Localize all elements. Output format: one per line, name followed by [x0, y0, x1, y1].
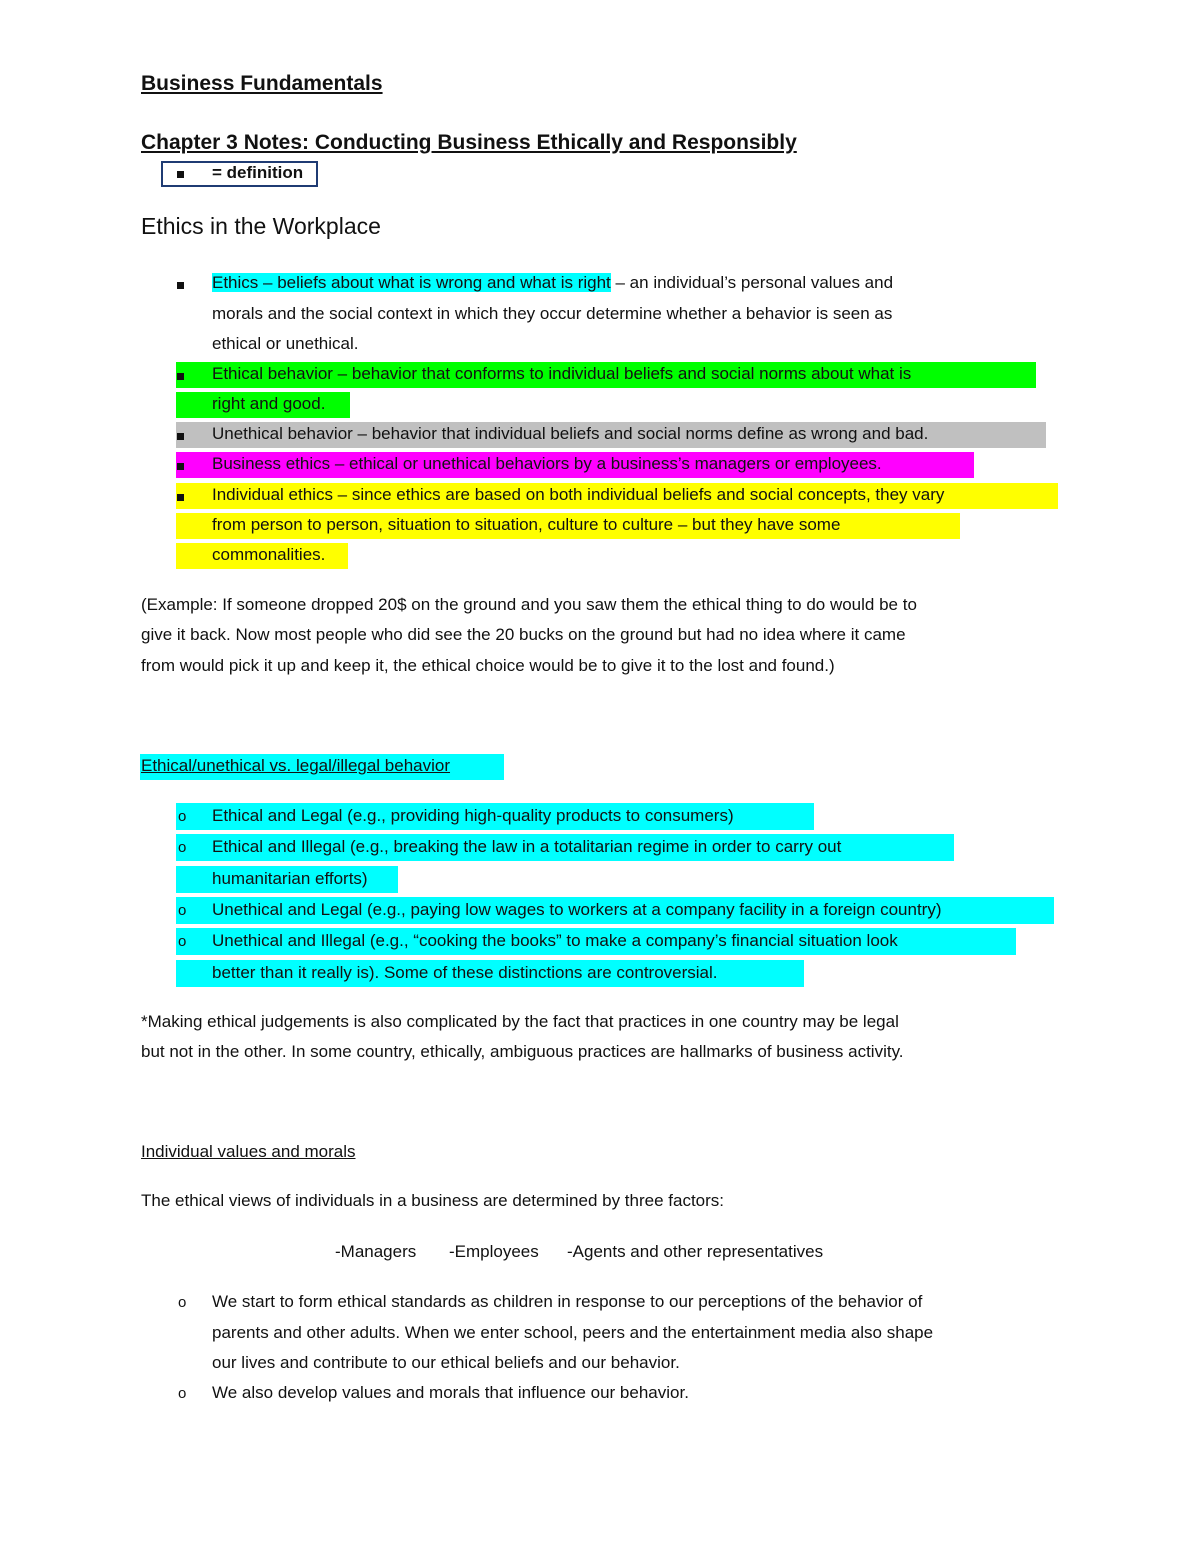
- definition-ethical-behavior-line-2: right and good.: [212, 394, 326, 413]
- section-heading-ethical-legal: Ethical/unethical vs. legal/illegal behavior: [141, 756, 451, 775]
- values-item-1-line-2: parents and other adults. When we enter school, peers and the entertainment media also shape: [212, 1323, 934, 1342]
- definition-business-ethics: Business ethics – ethical or unethical behaviors by a business’s managers or employees.: [212, 454, 882, 473]
- circle-bullet-icon: o: [178, 933, 187, 950]
- document-title: Business Fundamentals: [141, 72, 383, 95]
- section-heading-ethics-workplace: Ethics in the Workplace: [141, 213, 381, 239]
- values-item-1-line-3: our lives and contribute to our ethical beliefs and our behavior.: [212, 1353, 680, 1372]
- square-bullet-icon: [177, 171, 184, 178]
- factor-managers: -Managers: [335, 1242, 417, 1261]
- unethical-illegal-item-line-2: better than it really is). Some of these distinctions are controversial.: [212, 963, 718, 982]
- square-bullet-icon: [177, 373, 184, 380]
- values-item-1-line-1: We start to form ethical standards as children in response to our perceptions of the behavior of: [212, 1292, 923, 1311]
- definition-ethics-line-2: morals and the social context in which they occur determine whether a behavior is seen as: [212, 304, 893, 323]
- square-bullet-icon: [177, 433, 184, 440]
- definition-legend-text: = definition: [212, 163, 304, 182]
- example-paragraph-line-1: (Example: If someone dropped 20$ on the ground and you saw them the ethical thing to do would be to: [141, 595, 917, 614]
- section-heading-values-morals: Individual values and morals: [141, 1142, 356, 1161]
- note-paragraph-line-2: but not in the other. In some country, ethically, ambiguous practices are hallmarks of business activity.: [141, 1042, 904, 1061]
- circle-bullet-icon: o: [178, 1385, 187, 1402]
- definition-individual-ethics-line-1: Individual ethics – since ethics are based on both individual beliefs and social concepts, they vary: [212, 485, 945, 504]
- definition-ethics-line-3: ethical or unethical.: [212, 334, 359, 353]
- circle-bullet-icon: o: [178, 1294, 187, 1311]
- values-item-2: We also develop values and morals that influence our behavior.: [212, 1383, 689, 1402]
- circle-bullet-icon: o: [178, 808, 187, 825]
- unethical-illegal-item-line-1: Unethical and Illegal (e.g., “cooking the books” to make a company’s financial situation look: [212, 931, 898, 950]
- ethical-illegal-item-line-1: Ethical and Illegal (e.g., breaking the law in a totalitarian regime in order to carry out: [212, 837, 842, 856]
- unethical-legal-item: Unethical and Legal (e.g., paying low wages to workers at a company facility in a foreign country): [212, 900, 942, 919]
- ethical-legal-item-1: Ethical and Legal (e.g., providing high-quality products to consumers): [212, 806, 734, 825]
- definition-individual-ethics-line-2: from person to person, situation to situation, culture to culture – but they have some: [212, 515, 841, 534]
- definition-ethics-line-1: [212, 272, 893, 294]
- circle-bullet-icon: o: [178, 902, 187, 919]
- definition-ethical-behavior-line-1: Ethical behavior – behavior that conforms to individual beliefs and social norms about what is: [212, 364, 912, 383]
- factor-agents: -Agents and other representatives: [567, 1242, 824, 1261]
- example-paragraph-line-3: from would pick it up and keep it, the ethical choice would be to give it to the lost and found.): [141, 656, 835, 675]
- factor-employees: -Employees: [449, 1242, 539, 1261]
- square-bullet-icon: [177, 282, 184, 289]
- definition-individual-ethics-line-3: commonalities.: [212, 545, 326, 564]
- chapter-title: Chapter 3 Notes: Conducting Business Ethically and Responsibly: [141, 131, 797, 154]
- square-bullet-icon: [177, 463, 184, 470]
- note-paragraph-line-1: *Making ethical judgements is also complicated by the fact that practices in one country may be legal: [141, 1012, 899, 1031]
- definition-rest: – an individual’s personal values and: [610, 273, 894, 292]
- square-bullet-icon: [177, 494, 184, 501]
- circle-bullet-icon: o: [178, 839, 187, 856]
- ethical-illegal-item-line-2: humanitarian efforts): [212, 869, 368, 888]
- factors-intro: The ethical views of individuals in a business are determined by three factors:: [141, 1191, 725, 1210]
- definition-unethical-behavior: Unethical behavior – behavior that individual beliefs and social norms define as wrong and bad.: [212, 424, 929, 443]
- definition-highlight: Ethics – beliefs about what is wrong and what is right: [212, 273, 611, 292]
- example-paragraph-line-2: give it back. Now most people who did see the 20 bucks on the ground but had no idea where it came: [141, 625, 906, 644]
